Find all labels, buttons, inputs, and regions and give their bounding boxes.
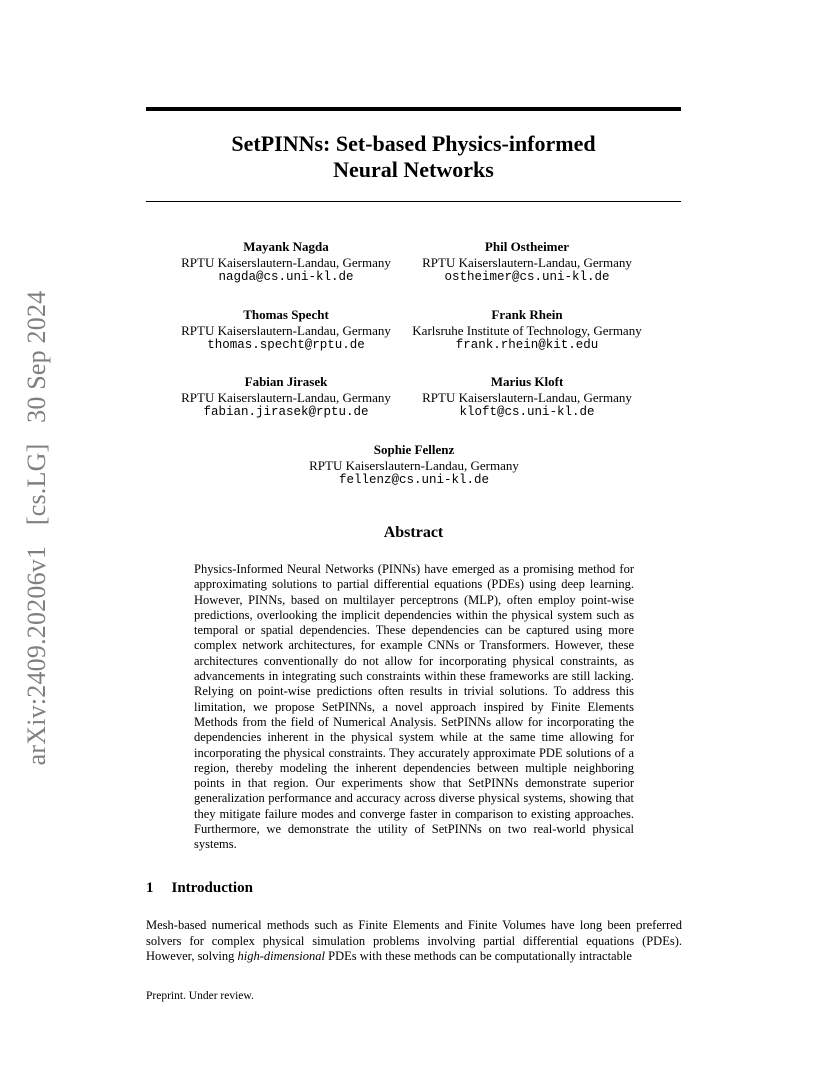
author-block [377,374,677,421]
section-title: Introduction [171,880,253,896]
intro-emphasis: high-dimensional [237,949,325,963]
author-affiliation: RPTU Kaiserslautern-Landau, Germany [181,322,391,338]
section-heading [146,880,253,897]
author-email: fabian.jirasek@rptu.de [203,405,369,419]
author-affiliation: RPTU Kaiserslautern-Landau, Germany [422,254,632,270]
paper-title [146,131,681,183]
paper-title-line-1: SetPINNs: Set-based Physics-informed [231,131,596,156]
author-name: Phil Ostheimer [484,239,570,254]
section-number: 1 [146,880,154,896]
author-affiliation: RPTU Kaiserslautern-Landau, Germany [181,389,391,405]
author-affiliation: RPTU Kaiserslautern-Landau, Germany [181,254,391,270]
arxiv-date: 30 Sep 2024 [22,290,51,423]
author-block [377,239,677,286]
author-email: frank.rhein@kit.edu [455,338,599,352]
author-affiliation: RPTU Kaiserslautern-Landau, Germany [422,389,632,405]
author-name: Sophie Fellenz [373,442,455,457]
title-rule-top [146,107,681,111]
author-email: thomas.specht@rptu.de [207,338,365,352]
author-name: Frank Rhein [491,307,563,322]
author-email: kloft@cs.uni-kl.de [459,405,595,419]
author-email: nagda@cs.uni-kl.de [218,270,354,284]
author-block [264,442,564,489]
abstract-heading: Abstract [383,524,444,541]
author-block [377,307,677,354]
author-email: fellenz@cs.uni-kl.de [338,473,490,487]
author-name: Mayank Nagda [243,239,329,254]
paper-title-line-2: Neural Networks [333,157,494,182]
intro-text: PDEs with these methods can be computationally intractable [325,949,632,963]
abstract-text: Physics-Informed Neural Networks (PINNs) have emerged as a promising method for approximating solutions to partial differential equations (PDEs) using deep learning. However, PINNs, based on multilayer perceptrons (MLP), often employ point-wise predictions, overlooking the implicit dependencies within the physical system such as temporal or spatial dependencies. These dependencies can be captured using more complex network architectures, for example CNNs or Transformers. However, these architectures conventionally do not allow for incorporating physical constraints, as advancements in integrating such constraints within these frameworks are still lacking. Relying on point-wise predictions often results in trivial solutions. To address this limitation, we propose SetPINNs, a novel approach inspired by Finite Elements Methods from the field of Numerical Analysis. SetPINNs allow for incorporating the dependencies inherent in the physical system while at the same time allowing for incorporating the physical constraints. They accurately approximate PDE solutions of a region, thereby modeling the inherent dependencies between multiple neighboring points in that region. Our experiments show that SetPINNs demonstrate superior generalization performance and accuracy across diverse physical systems, showing that they mitigate failure modes and converge faster in comparison to existing approaches. Furthermore, we demonstrate the utility of SetPINNs on two real-world physical systems. [194,562,634,852]
arxiv-id: arXiv:2409.20206v1 [22,545,51,766]
title-rule-bottom [146,201,681,202]
introduction-paragraph [146,918,682,965]
author-affiliation: Karlsruhe Institute of Technology, Germany [412,322,642,338]
author-name: Fabian Jirasek [244,374,328,389]
arxiv-identifier-stamp [22,291,52,766]
footer-note: Preprint. Under review. [146,990,254,1002]
author-email: ostheimer@cs.uni-kl.de [444,270,610,284]
author-name: Marius Kloft [490,374,564,389]
arxiv-category: [cs.LG] [22,443,51,526]
author-affiliation: RPTU Kaiserslautern-Landau, Germany [309,457,519,473]
intro-text: Mesh-based numerical methods such as Finite Elements and Finite Volumes have long been preferred solvers for complex physical simulation problems involving partial differential equations (PDEs). However, solving [146,918,682,963]
author-name: Thomas Specht [243,307,329,322]
